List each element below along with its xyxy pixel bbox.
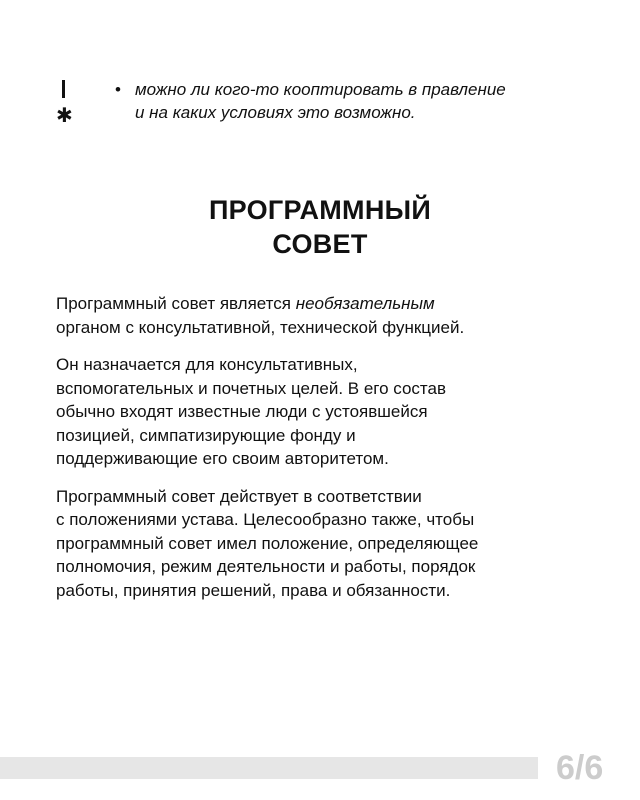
page-title	[0, 193, 640, 261]
footer-bar	[0, 757, 538, 779]
paragraph-line: поддерживающие его своим авторитетом.	[56, 449, 389, 468]
paragraph-line: Он назначается для консультативных,	[56, 355, 358, 374]
paragraph-3	[56, 485, 586, 603]
paragraph-line: с положениями устава. Целесообразно также, чтобы	[56, 510, 475, 529]
paragraph-2	[56, 353, 586, 471]
list-item	[115, 78, 585, 124]
page-counter: 6/6	[556, 749, 604, 787]
paragraph-line: вспомогательных и почетных целей. В его состав	[56, 378, 447, 398]
paragraph-line: полномочия, режим деятельности и работы, порядок	[56, 557, 476, 576]
top-bullet-list	[115, 78, 585, 124]
body-text	[56, 292, 586, 616]
emphasis-text: необязательным	[295, 294, 435, 313]
page-title-line: ПРОГРАММНЫЙ	[208, 195, 432, 225]
paragraph-line: обычно входят известные люди с устоявшейся	[56, 402, 428, 421]
paragraph-text: Программный совет является	[56, 294, 296, 313]
paragraph-line: программный совет имел положение, определяющее	[56, 533, 479, 553]
paragraph-line: позицией, симпатизирующие фонду и	[56, 425, 356, 445]
paragraph-1	[56, 292, 586, 339]
paragraph-line: органом с консультативной, технической функцией.	[56, 317, 465, 337]
list-item-line: можно ли кого-то кооптировать в правление	[135, 80, 506, 99]
paragraph-line: Программный совет действует в соответствии	[56, 486, 422, 506]
paragraph-line: работы, принятия решений, права и обязанности.	[56, 580, 451, 600]
marker-bar	[62, 80, 65, 98]
bullet-icon: •	[115, 80, 121, 99]
page-title-line: СОВЕТ	[272, 229, 368, 259]
paragraph-line	[56, 292, 586, 316]
list-item-line: и на каких условиях это возможно.	[135, 103, 416, 122]
asterisk-icon: ✱	[56, 105, 73, 127]
side-marker	[56, 80, 72, 130]
